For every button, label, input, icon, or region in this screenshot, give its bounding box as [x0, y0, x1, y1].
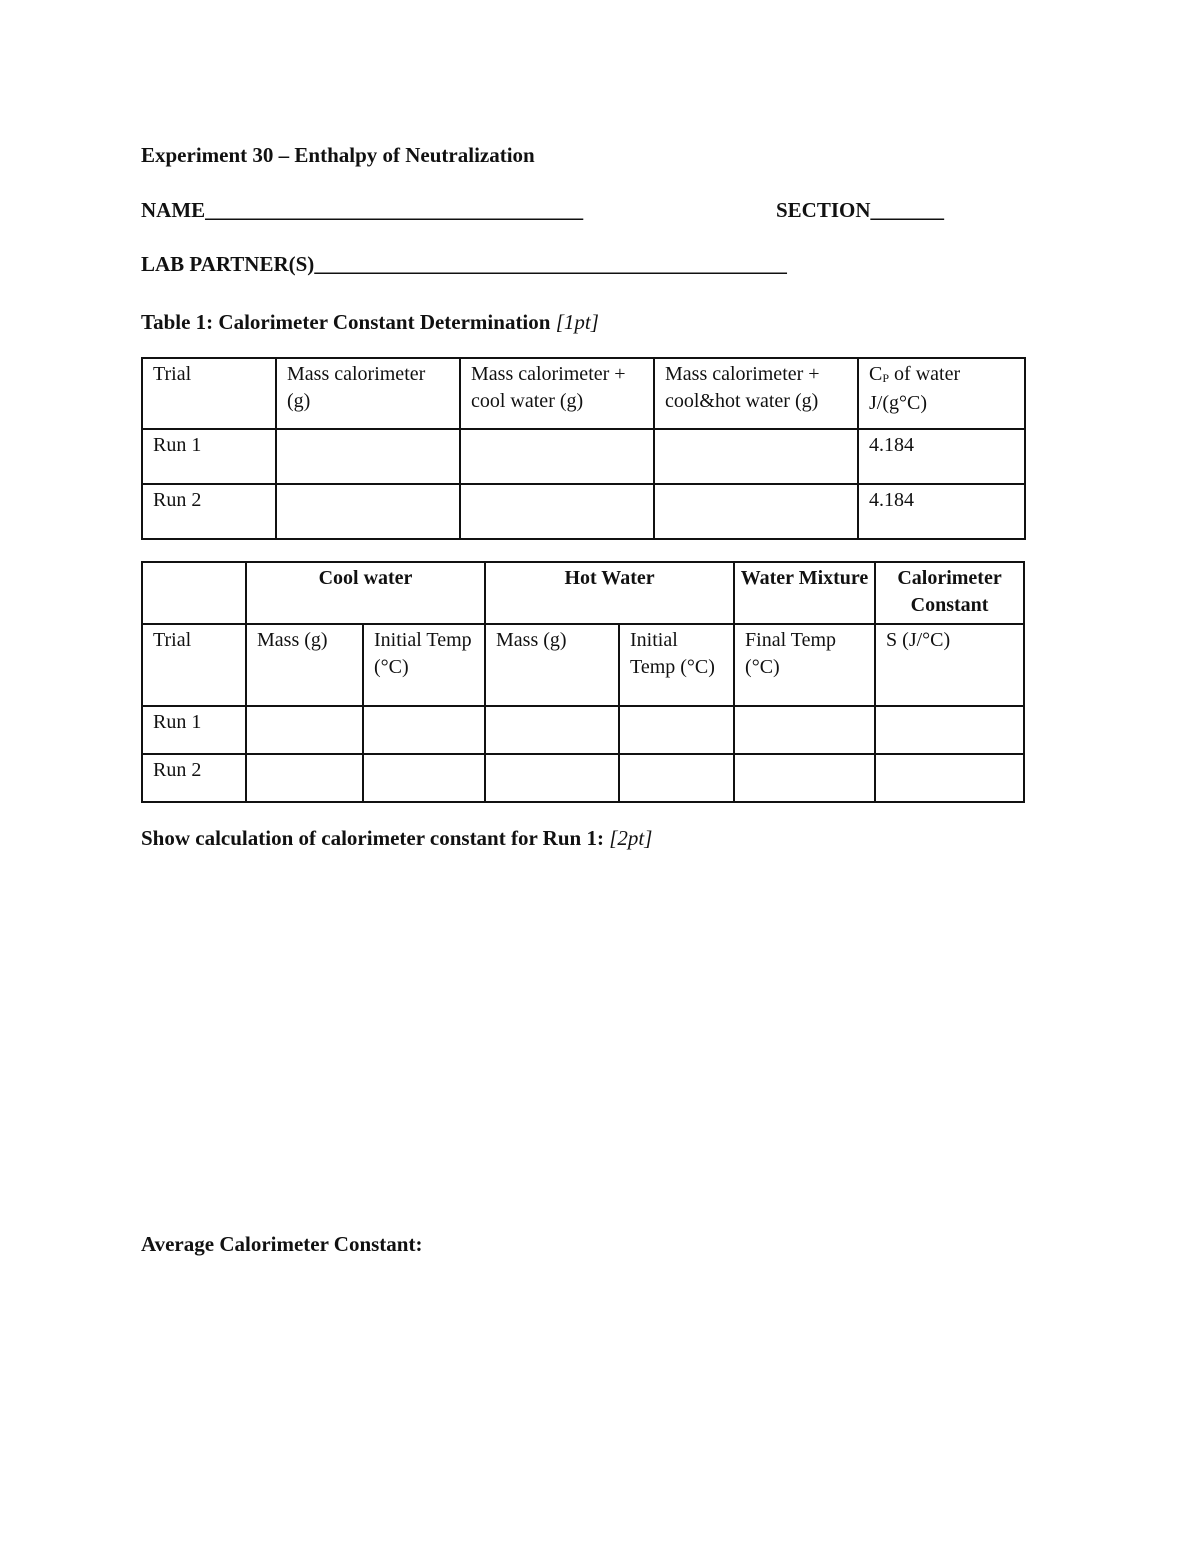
table2-run1-hot-temp-cell[interactable]	[619, 706, 734, 754]
table2-run2-cool-temp-cell[interactable]	[363, 754, 485, 802]
table2-run1-trial: Run 1	[142, 706, 246, 754]
lab-partner-line: _____________________________________________	[314, 252, 787, 276]
name-line: ____________________________________	[205, 198, 584, 222]
calorimeter-constant-table	[141, 357, 1026, 540]
table2-run1-final-temp-cell[interactable]	[734, 706, 875, 754]
lab-partner-label: LAB PARTNER(S)	[141, 252, 315, 276]
table2-header-calorimeter-s: S (J/°C)	[875, 624, 1024, 706]
table-row	[142, 754, 1024, 802]
table1-run2-mass-cool-hot-water-cell[interactable]	[654, 484, 858, 539]
name-field[interactable]	[141, 197, 583, 223]
cp-symbol: C	[869, 363, 883, 385]
table1-run2-mass-cool-water-cell[interactable]	[460, 484, 654, 539]
table1-header-mass-calorimeter: Mass calorimeter (g)	[276, 358, 460, 429]
calculation-work-area[interactable]	[141, 860, 1024, 1220]
table2-group-water-mixture: Water Mixture	[734, 562, 875, 624]
calculation-prompt	[141, 825, 652, 851]
table1-points: [1pt]	[555, 310, 599, 334]
table1-run2-cp: 4.184	[858, 484, 1025, 539]
table2-run1-cool-temp-cell[interactable]	[363, 706, 485, 754]
table1-header-trial: Trial	[142, 358, 276, 429]
calculation-points: [2pt]	[609, 826, 653, 850]
name-label: NAME	[141, 198, 206, 222]
table2-run2-cool-mass-cell[interactable]	[246, 754, 363, 802]
table1-header-cp-water	[858, 358, 1025, 429]
table1-run1-cp: 4.184	[858, 429, 1025, 484]
table2-run2-final-temp-cell[interactable]	[734, 754, 875, 802]
table1-header-mass-cool-water: Mass calorimeter + cool water (g)	[460, 358, 654, 429]
table2-run2-hot-temp-cell[interactable]	[619, 754, 734, 802]
section-line: _______	[870, 198, 945, 222]
cp-header-rest: of water J/(g°C)	[869, 363, 961, 414]
table1-caption-text: Table 1: Calorimeter Constant Determination	[141, 310, 551, 334]
average-constant-answer-area[interactable]	[470, 1228, 1024, 1260]
table2-header-row	[142, 624, 1024, 706]
calculation-label: Show calculation of calorimeter constant for Run 1:	[141, 826, 604, 850]
table1-run1-mass-cool-hot-water-cell[interactable]	[654, 429, 858, 484]
table2-header-hot-initial-temp: Initial Temp (°C)	[619, 624, 734, 706]
table1-header-mass-cool-hot-water: Mass calorimeter + cool&hot water (g)	[654, 358, 858, 429]
table1-header-row	[142, 358, 1025, 429]
table2-group-calorimeter-constant: Calorimeter Constant	[875, 562, 1024, 624]
table1-run1-trial: Run 1	[142, 429, 276, 484]
table2-group-blank	[142, 562, 246, 624]
table1-run1-mass-calorimeter-cell[interactable]	[276, 429, 460, 484]
table2-run1-s-cell[interactable]	[875, 706, 1024, 754]
table2-run2-hot-mass-cell[interactable]	[485, 754, 619, 802]
table2-run1-cool-mass-cell[interactable]	[246, 706, 363, 754]
table2-header-cool-mass: Mass (g)	[246, 624, 363, 706]
table2-group-header-row	[142, 562, 1024, 624]
section-label: SECTION	[776, 198, 871, 222]
table2-group-cool-water: Cool water	[246, 562, 485, 624]
table-row	[142, 429, 1025, 484]
page-title: Experiment 30 – Enthalpy of Neutralization	[141, 143, 535, 167]
table2-run1-hot-mass-cell[interactable]	[485, 706, 619, 754]
table1-run2-trial: Run 2	[142, 484, 276, 539]
table-row	[142, 484, 1025, 539]
table2-header-cool-initial-temp: Initial Temp (°C)	[363, 624, 485, 706]
table2-run2-trial: Run 2	[142, 754, 246, 802]
table1-caption	[141, 309, 599, 335]
table1-run1-mass-cool-water-cell[interactable]	[460, 429, 654, 484]
temperature-data-table	[141, 561, 1025, 803]
cp-subscript: P	[882, 371, 890, 385]
table1-run2-mass-calorimeter-cell[interactable]	[276, 484, 460, 539]
table2-header-trial: Trial	[142, 624, 246, 706]
table2-header-final-temp: Final Temp (°C)	[734, 624, 875, 706]
lab-partner-field[interactable]	[141, 251, 787, 277]
table2-run2-s-cell[interactable]	[875, 754, 1024, 802]
table-row	[142, 706, 1024, 754]
table2-group-hot-water: Hot Water	[485, 562, 734, 624]
section-field[interactable]	[776, 197, 944, 223]
table2-header-hot-mass: Mass (g)	[485, 624, 619, 706]
average-constant-label: Average Calorimeter Constant:	[141, 1232, 423, 1256]
